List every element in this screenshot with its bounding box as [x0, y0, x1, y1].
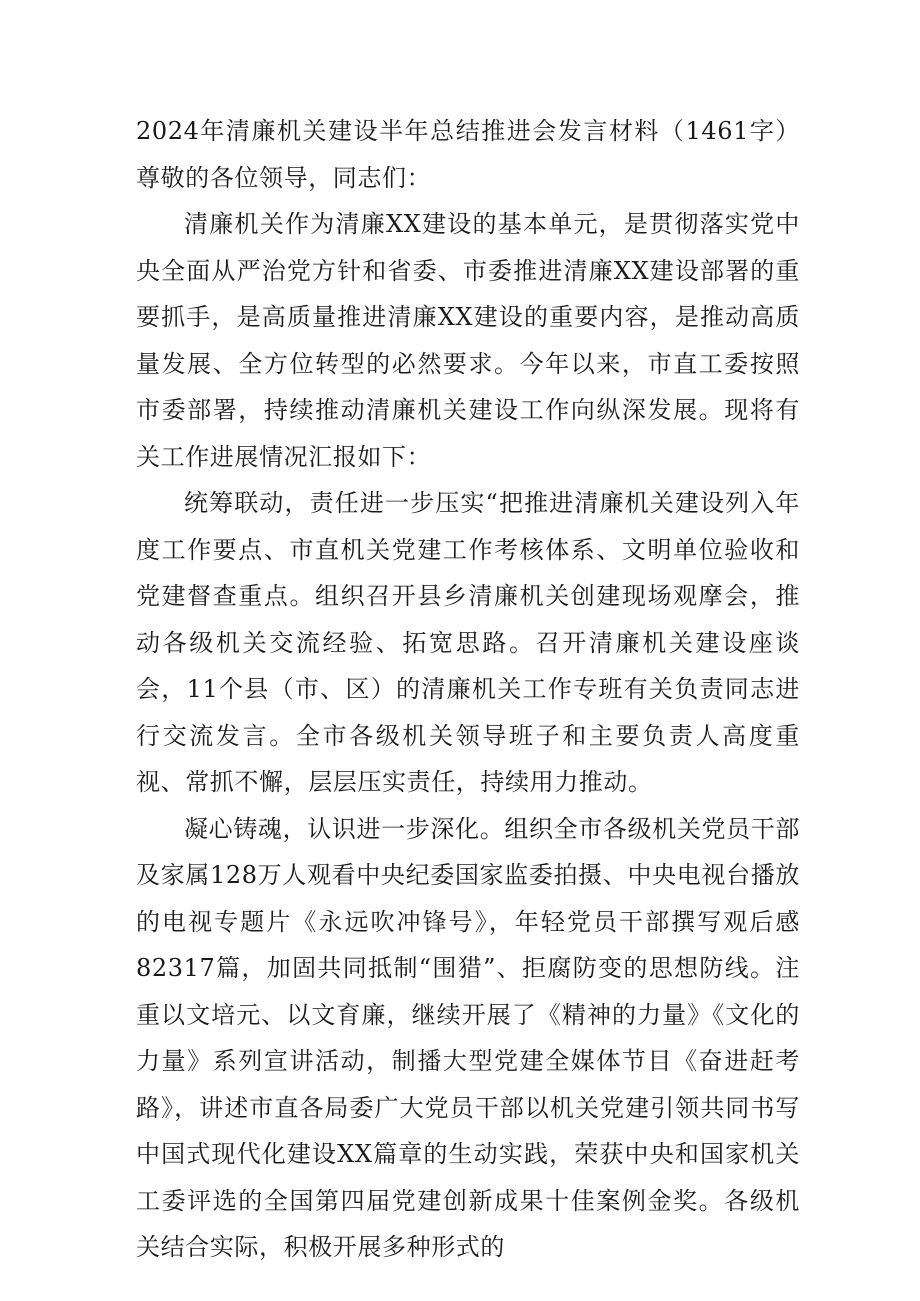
document-body — [136, 108, 800, 1271]
paragraph-coordination: 统筹联动，责任进一步压实“把推进清廉机关建设列入年度工作要点、市直机关党建工作考核体系、文明单位验收和党建督查重点。组织召开县乡清廉机关创建现场观摩会，推动各级机关交流经验、拓宽思路。召开清廉机关建设座谈会，11个县（市、区）的清廉机关工作专班有关负责同志进行交流发言。全市各级机关领导班子和主要负责人高度重视、常抓不懈，层层压实责任，持续用力推动。 — [136, 489, 800, 796]
paragraph-introduction: 清廉机关作为清廉XX建设的基本单元，是贯彻落实党中央全面从严治党方针和省委、市委推进清廉XX建设部署的重要抓手，是高质量推进清廉XX建设的重要内容，是推动高质量发展、全方位转型的必然要求。今年以来，市直工委按照市委部署，持续推动清廉机关建设工作向纵深发展。现将有关工作进展情况汇报如下： — [136, 210, 800, 471]
document-heading: 2024年清廉机关建设半年总结推进会发言材料（1461字）尊敬的各位领导，同志们： — [136, 117, 800, 192]
paragraph-awareness: 凝心铸魂，认识进一步深化。组织全市各级机关党员干部及家属128万人观看中央纪委国家监委拍摄、中央电视台播放的电视专题片《永远吹冲锋号》，年轻党员干部撰写观后感82317篇，加固共同抵制“围猎”、拒腐防变的思想防线。注重以文培元、以文育廉，继续开展了《精神的力量》《文化的力量》系列宣讲活动，制播大型党建全媒体节目《奋进赶考路》，讲述市直各局委广大党员干部以机关党建引领共同书写中国式现代化建设XX篇章的生动实践，荣获中央和国家机关工委评选的全国第四届党建创新成果十佳案例金奖。各级机关结合实际，积极开展多种形式的 — [136, 814, 800, 1261]
